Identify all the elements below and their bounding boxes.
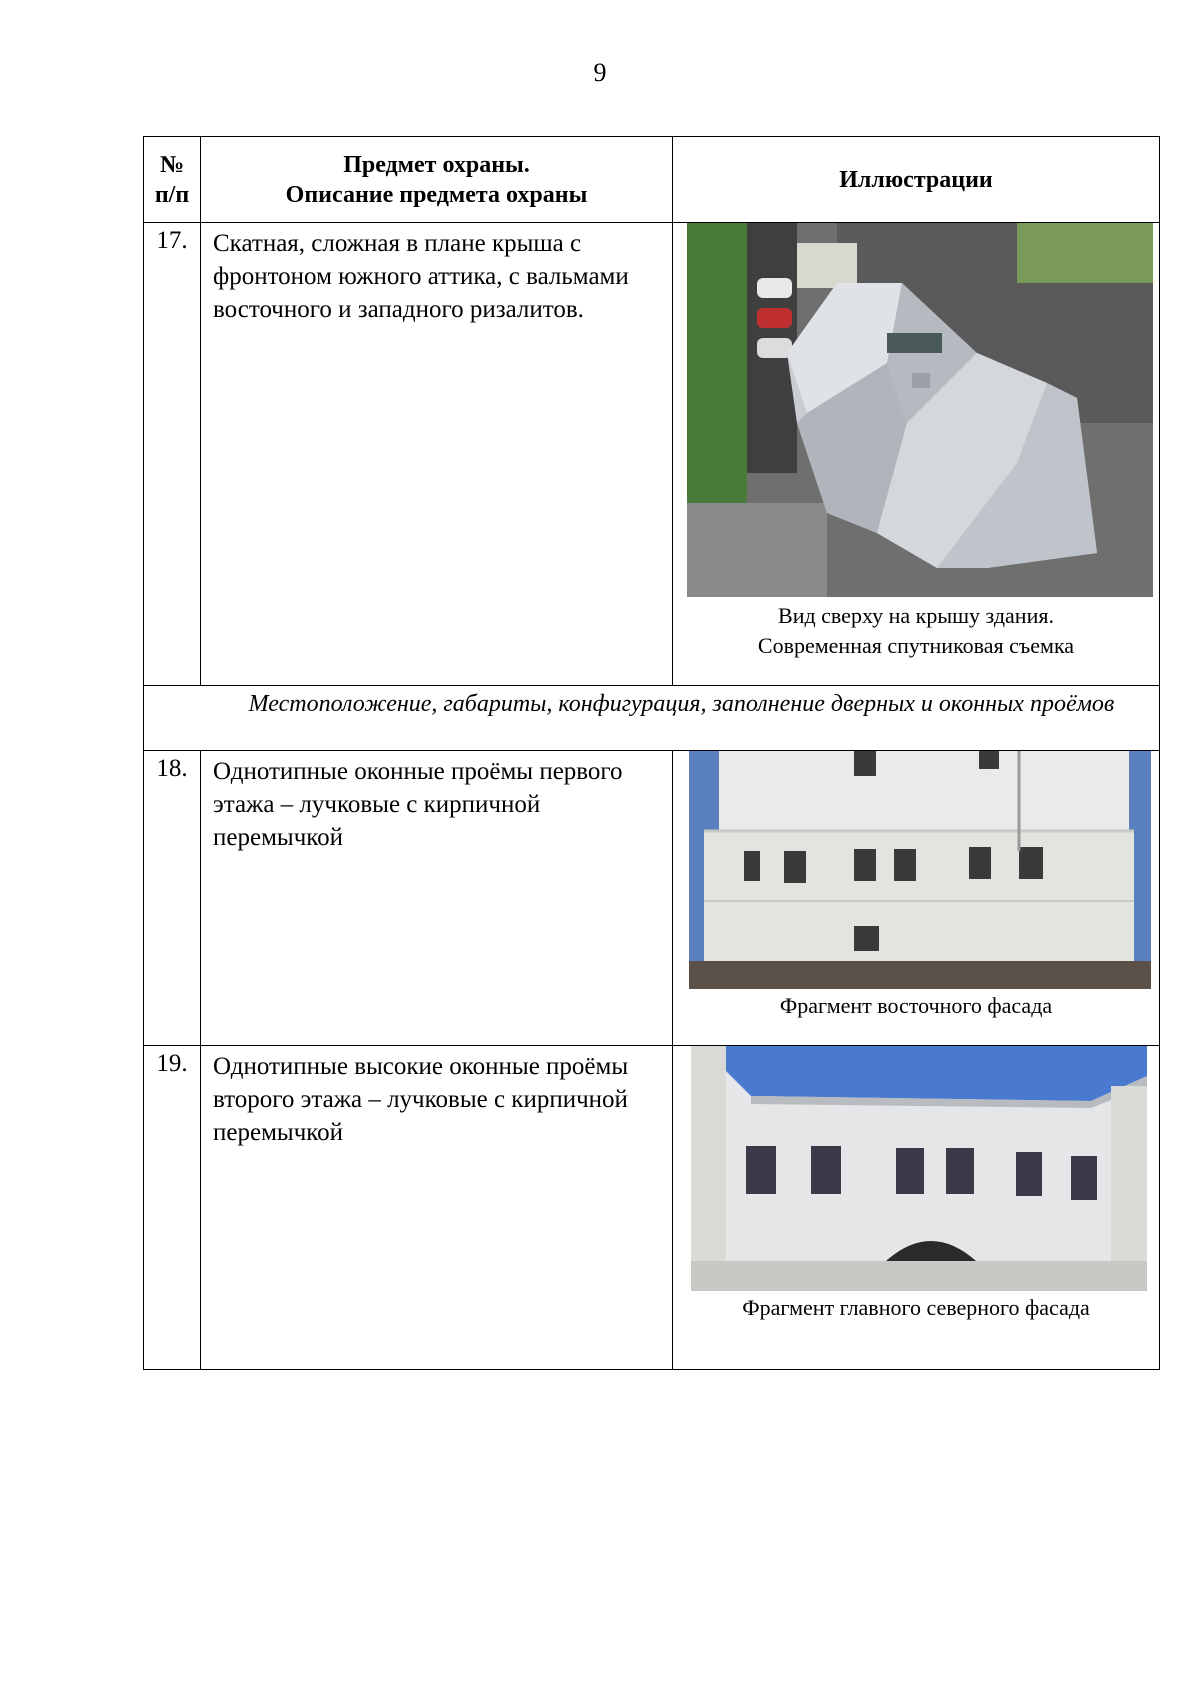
- row-illustration: [673, 1046, 1160, 1370]
- caption-line1: Вид сверху на крышу здания.: [778, 603, 1054, 628]
- roof-aerial-photo: [687, 223, 1153, 597]
- row-description: Скатная, сложная в плане крыша с фронтоном южного аттика, с вальмами восточного и западного ризалитов.: [201, 223, 673, 686]
- row-description: Однотипные оконные проёмы первого этажа – лучковые с кирпичной перемычкой: [201, 751, 673, 1046]
- row-illustration: [673, 223, 1160, 686]
- protection-table: [143, 136, 1160, 1370]
- header-num-line1: №: [159, 151, 185, 178]
- caption-line1: Фрагмент главного северного фасада: [742, 1295, 1090, 1320]
- row-number: 19.: [144, 1046, 201, 1370]
- row-description: Однотипные высокие оконные проёмы второго этажа – лучковые с кирпичной перемычкой: [201, 1046, 673, 1370]
- row-number: 18.: [144, 751, 201, 1046]
- section-row: [144, 686, 1160, 751]
- header-illustrations: Иллюстрации: [673, 137, 1160, 223]
- caption-line1: Фрагмент восточного фасада: [779, 993, 1053, 1018]
- table-row: [144, 223, 1160, 686]
- row-illustration: [673, 751, 1160, 1046]
- header-subject-line2: Описание предмета охраны: [285, 181, 588, 208]
- caption-line2: Современная спутниковая съемка: [757, 633, 1075, 658]
- illustration-caption: [673, 601, 1159, 661]
- page-number: 9: [593, 58, 607, 87]
- east-facade-photo: [689, 751, 1151, 989]
- section-title: Местоположение, габариты, конфигурация, заполнение дверных и оконных проёмов: [144, 686, 1160, 751]
- row-number: 17.: [144, 223, 201, 686]
- illustration-caption: [673, 1293, 1159, 1323]
- table-header-row: [144, 137, 1160, 223]
- header-subject: [201, 137, 673, 223]
- table-row: [144, 751, 1160, 1046]
- header-num-line2: п/п: [154, 181, 190, 208]
- north-facade-photo: [691, 1046, 1147, 1291]
- header-num: [144, 137, 201, 223]
- header-subject-line1: Предмет охраны.: [343, 151, 530, 178]
- illustration-caption: [673, 991, 1159, 1021]
- table-row: [144, 1046, 1160, 1370]
